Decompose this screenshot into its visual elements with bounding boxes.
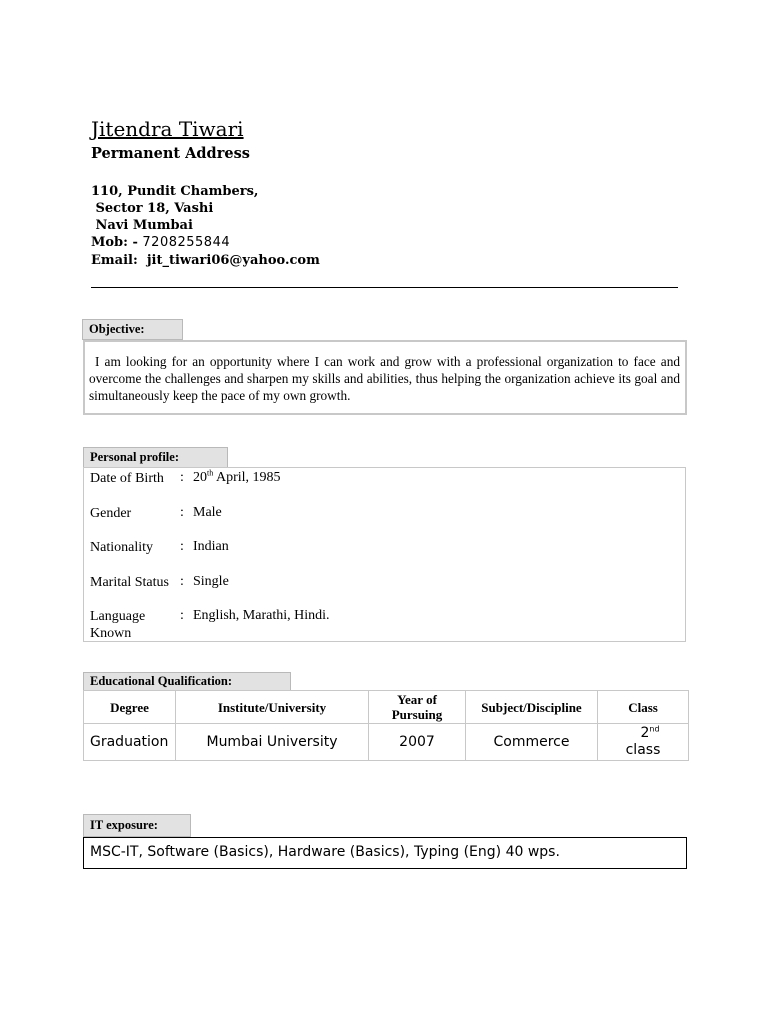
gender-separator: : bbox=[180, 505, 184, 520]
education-heading: Educational Qualification: bbox=[83, 672, 291, 691]
personal-profile-box bbox=[83, 467, 686, 642]
dob-label: Date of Birth bbox=[90, 471, 164, 486]
it-exposure-box bbox=[83, 837, 687, 869]
marital-status-separator: : bbox=[180, 574, 184, 589]
mobile-number: 7208255844 bbox=[142, 235, 231, 250]
email-line bbox=[91, 253, 320, 268]
language-value: English, Marathi, Hindi. bbox=[193, 608, 330, 623]
nationality-label: Nationality bbox=[90, 540, 153, 555]
email-address: jit_tiwari06@yahoo.com bbox=[146, 253, 320, 268]
column-header-degree: Degree bbox=[84, 691, 176, 724]
table-row bbox=[84, 724, 689, 761]
class-number: 2 bbox=[640, 725, 650, 741]
it-exposure-heading: IT exposure: bbox=[83, 814, 191, 837]
institute-cell: Mumbai University bbox=[176, 724, 369, 761]
dob-day: 20 bbox=[193, 470, 207, 485]
mobile-label: Mob: - bbox=[91, 235, 143, 250]
column-header-institute: Institute/University bbox=[176, 691, 369, 724]
address-line-1: 110, Pundit Chambers, bbox=[91, 184, 259, 199]
objective-text: I am looking for an opportunity where I can work and grow with a professional organization to face and overcome the challenges and sharpen my skills and abilities, thus helping the organization achieve its goal and simultaneously keep the pace of my own growth. bbox=[89, 354, 680, 403]
personal-profile-heading: Personal profile: bbox=[83, 447, 228, 468]
objective-box bbox=[83, 340, 687, 415]
address-line-2: Sector 18, Vashi bbox=[91, 201, 214, 216]
degree-cell: Graduation bbox=[84, 724, 176, 761]
class-cell bbox=[598, 724, 689, 761]
marital-status-label: Marital Status bbox=[90, 575, 169, 590]
address-heading: Permanent Address bbox=[91, 145, 250, 162]
dob-separator: : bbox=[180, 470, 184, 485]
nationality-value: Indian bbox=[193, 539, 229, 554]
gender-label: Gender bbox=[90, 506, 132, 521]
column-header-subject: Subject/Discipline bbox=[466, 691, 598, 724]
mobile-line bbox=[91, 235, 230, 250]
candidate-name: Jitendra Tiwari bbox=[91, 117, 244, 141]
column-header-class: Class bbox=[598, 691, 689, 724]
language-separator: : bbox=[180, 608, 184, 623]
dob-day-suffix: th bbox=[207, 468, 214, 478]
address-line-3: Navi Mumbai bbox=[91, 218, 193, 233]
language-label: Language Known bbox=[90, 609, 146, 641]
marital-status-value: Single bbox=[193, 574, 229, 589]
email-label: Email: bbox=[91, 253, 147, 268]
objective-heading: Objective: bbox=[82, 319, 183, 340]
column-header-year: Year of Pursuing bbox=[369, 691, 466, 724]
it-exposure-text: MSC-IT, Software (Basics), Hardware (Basics), Typing (Eng) 40 wps. bbox=[90, 844, 560, 860]
education-header-row bbox=[84, 691, 689, 724]
gender-value: Male bbox=[193, 505, 222, 520]
dob-value bbox=[193, 470, 281, 486]
nationality-separator: : bbox=[180, 539, 184, 554]
subject-cell: Commerce bbox=[466, 724, 598, 761]
class-suffix: nd bbox=[649, 724, 660, 734]
dob-month-year: April, 1985 bbox=[213, 470, 281, 485]
header-divider bbox=[91, 287, 678, 288]
education-table bbox=[83, 690, 689, 761]
year-cell: 2007 bbox=[369, 724, 466, 761]
class-word: class bbox=[625, 742, 661, 758]
